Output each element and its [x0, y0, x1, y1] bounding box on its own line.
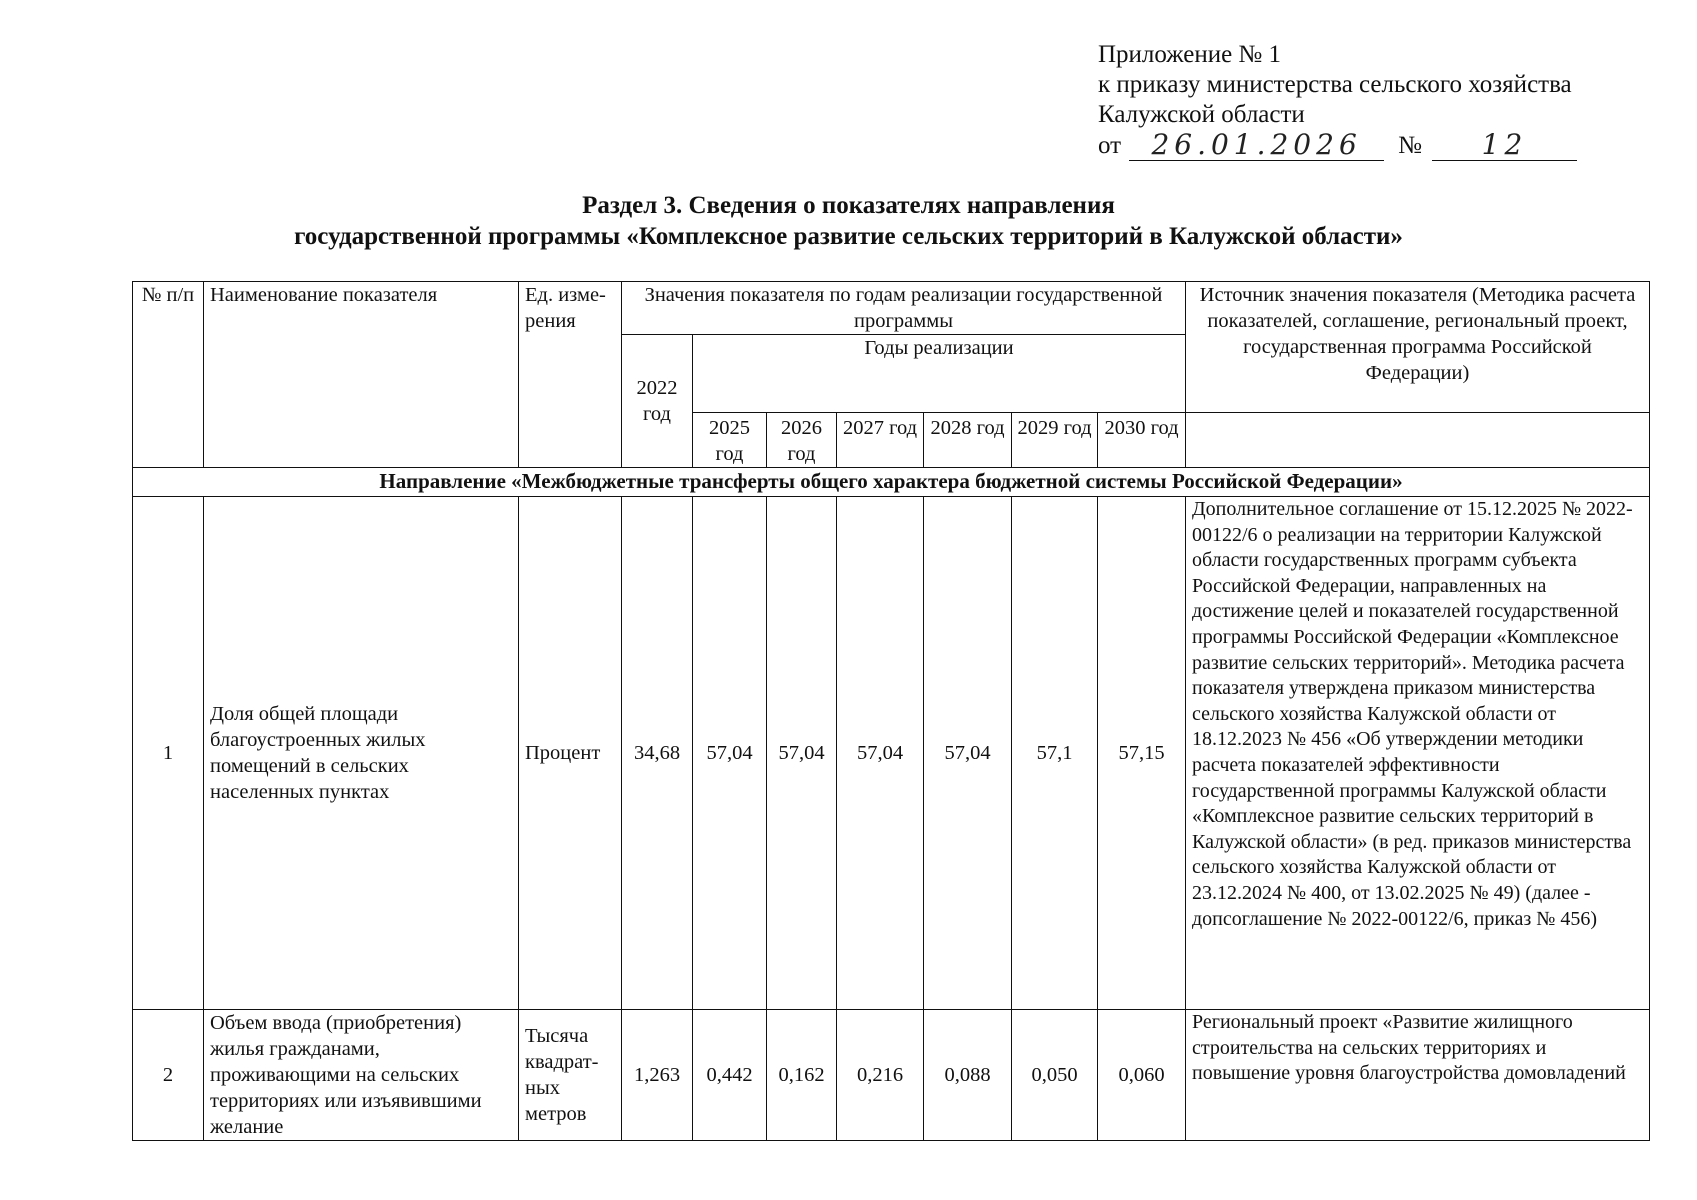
- header-name: Наименование показателя: [204, 282, 519, 468]
- header-years-group: Годы реализации: [693, 335, 1186, 413]
- row-value-2025: 57,04: [693, 497, 767, 1010]
- table-row: [133, 1010, 1650, 1141]
- annex-order-ref: к приказу министерства сельского хозяйства: [1098, 71, 1572, 98]
- row-value-2022: 1,263: [622, 1010, 693, 1141]
- indicators-table: [132, 281, 1650, 1141]
- handwritten-date: 26.01.2026: [1129, 130, 1384, 161]
- row-no: 1: [133, 497, 204, 1010]
- header-source: Источник значения показателя (Методика расчета показателей, соглашение, региональный проект, государственная программа Российской Федерации): [1186, 282, 1650, 413]
- header-year-2029: 2029 год: [1012, 413, 1098, 468]
- header-year-2027: 2027 год: [837, 413, 924, 468]
- annex-title: Приложение № 1: [1098, 41, 1282, 68]
- from-label: от: [1098, 132, 1122, 159]
- annex-region: Калужской области: [1098, 101, 1305, 128]
- header-base-year: 2022 год: [622, 335, 693, 468]
- row-source: Дополнительное соглашение от 15.12.2025 № 2022-00122/6 о реализации на территории Калужской области государственных программ субъекта Российской Федерации, направленных на достижение целей и показателей государственной программы Российской Федерации «Комплексное развитие сельских территорий». Методика расчета показателя утверждена приказом министерства сельского хозяйства Калужской области от 18.12.2023 № 456 «Об утверждении методики расчета показателей эффективности государственной программы Калужской области «Комплексное развитие сельских территорий в Калужской области» (в ред. приказов министерства сельского хозяйства Калужской области от 23.12.2024 № 400, от 13.02.2025 № 49) (далее - допсоглашение № 2022-00122/6, приказ № 456): [1186, 497, 1650, 1010]
- number-label: №: [1398, 132, 1422, 159]
- row-value-2029: 57,1: [1012, 497, 1098, 1010]
- section-title-line1: Раздел 3. Сведения о показателях направления: [582, 192, 1115, 219]
- header-source-empty: [1186, 413, 1650, 468]
- header-no: № п/п: [133, 282, 204, 468]
- header-year-2026: 2026 год: [767, 413, 837, 468]
- annex-block: [1098, 40, 1658, 161]
- table-row: [133, 497, 1650, 1010]
- header-year-2030: 2030 год: [1098, 413, 1186, 468]
- row-value-2028: 57,04: [924, 497, 1012, 1010]
- annex-date-number: [1098, 130, 1658, 161]
- row-value-2026: 0,162: [767, 1010, 837, 1141]
- section-title-line2: государственной программы «Комплексное развитие сельских территорий в Калужской области»: [294, 223, 1403, 250]
- header-unit: Ед. изме- рения: [519, 282, 622, 468]
- row-value-2028: 0,088: [924, 1010, 1012, 1141]
- header-year-2028: 2028 год: [924, 413, 1012, 468]
- row-name: Объем ввода (приобретения) жилья гражданами, проживающими на сельских территориях или изъявившими желание: [204, 1010, 519, 1141]
- header-year-2025: 2025 год: [693, 413, 767, 468]
- row-unit: Процент: [519, 497, 622, 1010]
- row-value-2026: 57,04: [767, 497, 837, 1010]
- handwritten-number: 12: [1432, 130, 1577, 161]
- row-value-2030: 57,15: [1098, 497, 1186, 1010]
- row-value-2027: 57,04: [837, 497, 924, 1010]
- row-unit: Тысяча квадрат- ных метров: [519, 1010, 622, 1141]
- row-value-2027: 0,216: [837, 1010, 924, 1141]
- row-value-2025: 0,442: [693, 1010, 767, 1141]
- header-values-group: Значения показателя по годам реализации государственной программы: [622, 282, 1186, 335]
- row-source: Региональный проект «Развитие жилищного строительства на сельских территориях и повышение уровня благоустройства домовладений: [1186, 1010, 1650, 1141]
- row-value-2029: 0,050: [1012, 1010, 1098, 1141]
- section-direction: Направление «Межбюджетные трансферты общего характера бюджетной системы Российской Федерации»: [133, 468, 1650, 497]
- row-no: 2: [133, 1010, 204, 1141]
- row-value-2030: 0,060: [1098, 1010, 1186, 1141]
- section-title: [0, 190, 1697, 252]
- row-name: Доля общей площади благоустроенных жилых помещений в сельских населенных пунктах: [204, 497, 519, 1010]
- row-value-2022: 34,68: [622, 497, 693, 1010]
